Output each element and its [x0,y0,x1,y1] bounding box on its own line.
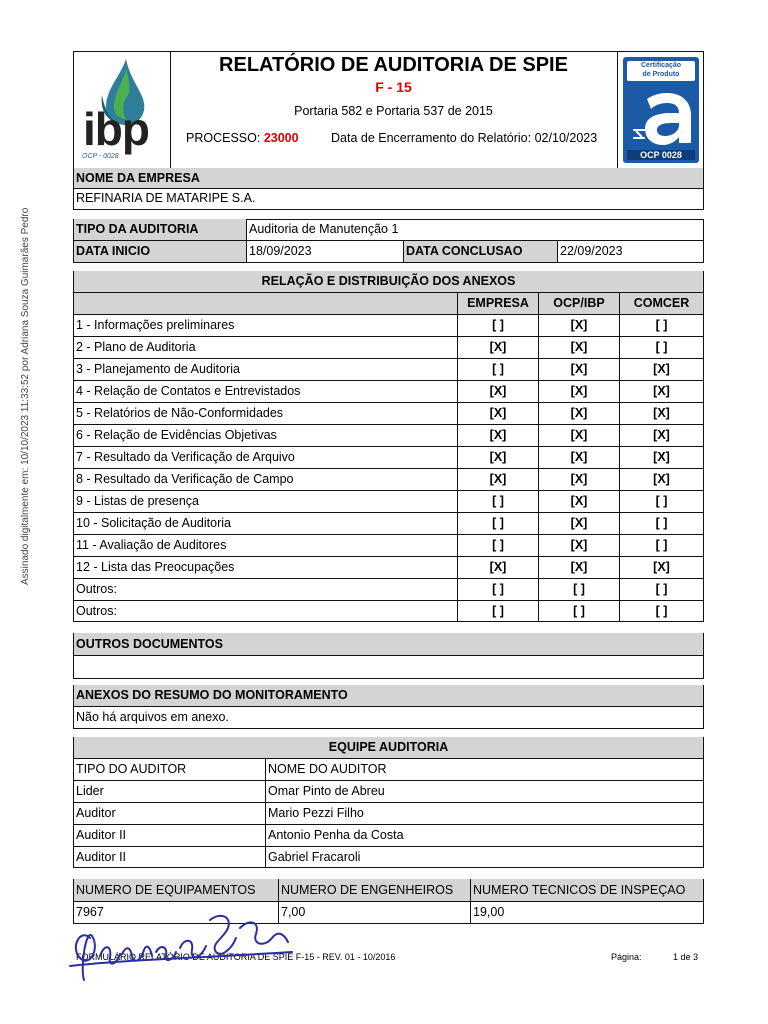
cert-ocp: OCP 0028 [627,150,695,160]
ibp-logo-ocp: OCP - 0028 [82,153,119,160]
tipo-auditoria-label: TIPO DA AUDITORIA [74,219,246,240]
equipe-title: EQUIPE AUDITORIA [74,737,703,758]
anexo-row-label: 2 - Plano de Auditoria [76,340,196,354]
anexos-title: RELAÇÃO E DISTRIBUIÇÃO DOS ANEXOS [74,271,703,292]
data-inicio-value: 18/09/2023 [249,244,312,258]
cert-label-1: Certificação [640,62,682,69]
encerramento-label: Data de Encerramento do Relatório: [331,131,532,145]
cert-label-2: de Produto [642,71,680,78]
form-code: F - 15 [375,79,412,95]
handwritten-signature [60,908,300,988]
anexo-check-empresa: [ ] [492,362,504,376]
anexo-check-empresa: [ ] [492,582,504,596]
portarias: Portaria 582 e Portaria 537 de 2015 [294,104,493,118]
anexo-check-comcer: [ ] [655,516,668,530]
empresa-label: NOME DA EMPRESA [74,168,703,188]
anexo-row-label: Outros: [76,582,117,596]
outros-documentos-label: OUTROS DOCUMENTOS [74,633,703,655]
anexo-row-label: 6 - Relação de Evidências Objetivas [76,428,277,442]
anexo-check-comcer: [ ] [655,538,668,552]
anexos-col-ocp: OCP/IBP [539,293,619,314]
anexos-col-comcer: COMCER [620,293,703,314]
anexo-check-empresa: [ ] [492,516,504,530]
anexo-check-empresa: [X] [489,472,507,486]
tecnicos-value: 19,00 [473,905,505,919]
anexo-check-ocp: [ ] [573,582,585,596]
anexo-row-label: 1 - Informações preliminares [76,318,235,332]
anexo-check-ocp: [X] [570,494,588,508]
anexo-row-label: 9 - Listas de presença [76,494,199,508]
data-conclusao-label: DATA CONCLUSAO [404,241,557,262]
monitoramento-value: Não há arquivos em anexo. [76,710,229,724]
data-inicio-label: DATA INICIO [74,241,246,262]
anexo-check-empresa: [X] [489,450,507,464]
auditor-nome: Mario Pezzi Filho [268,806,364,820]
equipamentos-value: 7967 [76,905,104,919]
engenheiros-value: 7,00 [281,905,306,919]
anexo-check-empresa: [X] [489,384,507,398]
engenheiros-label: NUMERO DE ENGENHEIROS [279,879,470,901]
anexo-check-ocp: [X] [570,560,588,574]
equipe-col-tipo: TIPO DO AUDITOR [76,762,187,776]
processo-value: 23000 [263,131,299,145]
anexo-check-comcer: [X] [653,362,670,376]
anexo-check-empresa: [X] [489,340,507,354]
anexo-row-label: 11 - Avaliação de Auditores [76,538,227,552]
anexo-row-label: Outros: [76,604,117,618]
anexo-check-ocp: [X] [570,428,588,442]
anexo-check-comcer: [ ] [655,340,668,354]
anexo-check-ocp: [X] [570,384,588,398]
anexos-col-empresa: EMPRESA [458,293,538,314]
anexo-check-ocp: [ ] [573,604,585,618]
anexo-check-comcer: [X] [653,428,670,442]
page-title: RELATÓRIO DE AUDITORIA DE SPIE [219,54,568,76]
equipamentos-label: NUMERO DE EQUIPAMENTOS [74,879,278,901]
anexo-check-ocp: [X] [570,318,588,332]
auditor-nome: Gabriel Fracaroli [268,850,361,864]
anexo-check-ocp: [X] [570,406,588,420]
anexo-check-comcer: [ ] [655,604,668,618]
anexo-row-label: 10 - Solicitação de Auditoria [76,516,231,530]
anexo-check-empresa: [X] [489,406,507,420]
anexo-check-ocp: [X] [570,450,588,464]
anexo-row-label: 5 - Relatórios de Não-Conformidades [76,406,284,420]
auditor-tipo: Auditor II [76,828,127,842]
footer-page-value: 1 de 3 [673,952,699,962]
processo-label: PROCESSO: [186,131,261,145]
auditor-tipo: Auditor [76,806,116,820]
certification-badge [623,57,699,163]
anexos-col-blank [74,293,457,314]
anexo-check-ocp: [X] [570,340,588,354]
anexo-check-comcer: [ ] [655,318,668,332]
outros-documentos-value [74,656,703,678]
auditor-tipo: Lider [76,784,104,798]
anexo-check-empresa: [X] [489,428,507,442]
anexo-check-comcer: [ ] [655,494,668,508]
anexo-check-comcer: [X] [653,384,670,398]
empresa-value: REFINARIA DE MATARIPE S.A. [76,191,256,205]
tipo-auditoria-value: Auditoria de Manutenção 1 [249,222,399,236]
anexo-check-empresa: [X] [489,560,507,574]
anexo-row-label: 7 - Resultado da Verificação de Arquivo [76,450,295,464]
anexo-row-label: 3 - Planejamento de Auditoria [76,362,240,376]
anexo-check-comcer: [X] [653,406,670,420]
anexo-check-comcer: [ ] [655,582,668,596]
auditor-nome: Omar Pinto de Abreu [268,784,385,798]
digital-signature-note: Assinado digitalmente em: 10/10/2023 11:33:52 por Adriana Souza Guimarães Pedro [20,207,31,585]
anexo-check-comcer: [X] [653,450,670,464]
tecnicos-label: NUMERO TECNICOS DE INSPEÇAO [471,879,703,901]
equipe-col-nome: NOME DO AUDITOR [268,762,387,776]
processo-line [186,131,299,145]
footer-page-label: Página: [611,952,642,962]
footer-form-text: FORMULÁRIO RELATÓRIO DE AUDITORIA DE SPIE F-15 - REV. 01 - 10/2016 [76,952,396,962]
anexo-check-ocp: [X] [570,538,588,552]
anexo-check-comcer: [X] [653,560,670,574]
anexo-check-empresa: [ ] [492,604,504,618]
anexo-check-comcer: [X] [653,472,670,486]
anexo-row-label: 8 - Resultado da Verificação de Campo [76,472,294,486]
anexo-row-label: 12 - Lista das Preocupações [76,560,235,574]
ibp-logo-text: ibp [83,103,149,155]
anexo-row-label: 4 - Relação de Contatos e Entrevistados [76,384,301,398]
anexo-check-ocp: [X] [570,472,588,486]
anexo-check-empresa: [ ] [492,538,504,552]
encerramento-value: 02/10/2023 [534,131,598,145]
auditor-nome: Antonio Penha da Costa [268,828,404,842]
anexo-check-ocp: [X] [570,362,588,376]
auditor-tipo: Auditor II [76,850,127,864]
encerramento-line [331,131,597,145]
anexo-check-ocp: [X] [570,516,588,530]
inmetro-a-icon [627,85,695,147]
data-conclusao-value: 22/09/2023 [560,244,623,258]
monitoramento-label: ANEXOS DO RESUMO DO MONITORAMENTO [74,685,703,706]
anexo-check-empresa: [ ] [492,494,504,508]
anexo-check-empresa: [ ] [492,318,504,332]
